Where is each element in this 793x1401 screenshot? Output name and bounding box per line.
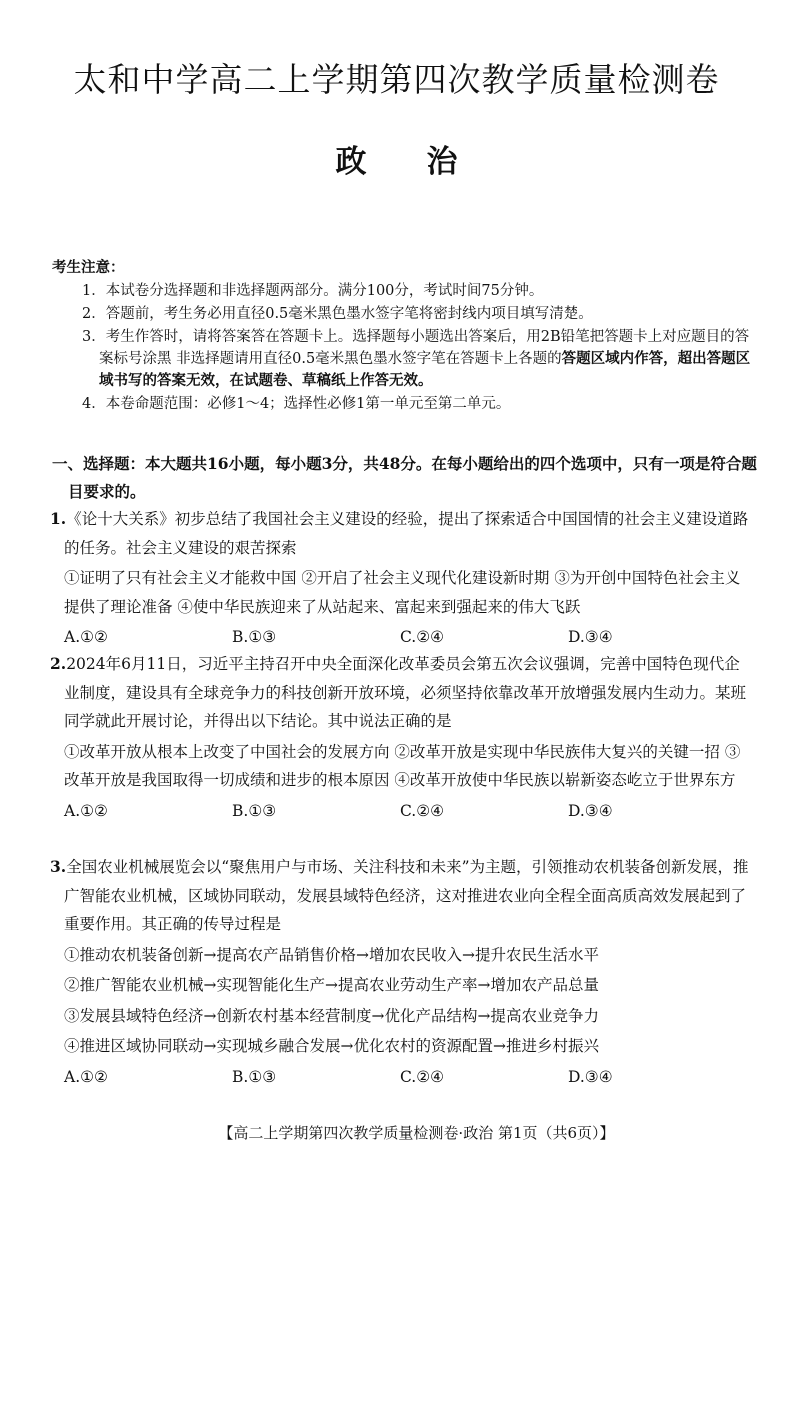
question-statements: ①改革开放从根本上改变了中国社会的发展方向 ②改革开放是实现中华民族伟大复兴的关键一招 ③改革开放是我国取得一切成绩和进步的根本原因 ④改革开放使中华民族以崭新姿态屹立于世界东方: [64, 742, 741, 789]
notice-block: [52, 257, 752, 415]
question-text: 《论十大关系》初步总结了我国社会主义建设的经验，提出了探索适合中国国情的社会主义建设道路的任务。社会主义建设的艰苦探索: [64, 510, 749, 557]
notice-item: [52, 326, 752, 392]
transmission-line: ①推动农机装备创新→提高农产品销售价格→增加农民收入→提升农民生活水平: [64, 945, 599, 964]
option-d: D.③④: [568, 801, 613, 820]
question-3: [50, 853, 750, 1091]
option-a: A.①②: [64, 801, 108, 820]
question-stem: [50, 650, 750, 736]
option-b: B.①③: [232, 628, 277, 646]
question-stem: [50, 853, 750, 939]
transmission-line: ④推进区域协同联动→实现城乡融合发展→优化农村的资源配置→推进乡村振兴: [64, 1037, 599, 1055]
notice-item: 4．本卷命题范围：必修1～4；选择性必修1第一单元至第二单元。: [82, 396, 511, 412]
option-d: D.③④: [568, 1067, 613, 1086]
option-d: D.③④: [568, 628, 613, 646]
question-options: [50, 797, 750, 826]
subject-char: 政: [335, 144, 367, 180]
notice-item: 2．答题前，考生务必用直径0.5毫米黑色墨水签字笔将密封线内项目填写清楚。: [82, 306, 593, 322]
notice-item-bold: 答题区域内作答，超出答题区域书写的答案无效，在试题卷、草稿纸上作答无效。: [99, 350, 751, 389]
exam-title: 太和中学高二上学期第四次教学质量检测卷: [73, 60, 720, 99]
question-number: 1.: [50, 509, 67, 528]
section-heading: 一、选择题：本大题共16小题，每小题3分，共48分。在每小题给出的四个选项中，只有一项是符合题目要求的。: [52, 454, 757, 501]
notice-item-text: 3．考生作答时，请将答案答在答题卡上。选择题每小题选出答案后，用2B铅笔把答题卡上对应题目的答案标号涂黑 非选择题请用直径0.5毫米黑色墨水签字笔在答题卡上各题的: [82, 329, 750, 367]
question-options: [50, 623, 750, 652]
option-b: B.①③: [232, 801, 277, 820]
question-text: 2024年6月11日，习近平主持召开中央全面深化改革委员会第五次会议强调，完善中国特色现代企业制度，建设具有全球竞争力的科技创新开放环境，必须坚持依靠改革开放增强发展内生动力。某班同学就此开展讨论，并得出以下结论。其中说法正确的是: [64, 655, 747, 730]
subject-char: 治: [426, 144, 458, 180]
question-statements: ①证明了只有社会主义才能救中国 ②开启了社会主义现代化建设新时期 ③为开创中国特色社会主义提供了理论准备 ④使中华民族迎来了从站起来、富起来到强起来的伟大飞跃: [64, 569, 741, 616]
option-c: C.②④: [400, 628, 445, 646]
question-stem: [50, 505, 750, 562]
question-options: [50, 1063, 750, 1092]
option-c: C.②④: [400, 801, 445, 820]
notice-heading: 考生注意：: [52, 259, 125, 276]
transmission-line: ③发展县域特色经济→创新农村基本经营制度→优化产品结构→提高农业竞争力: [64, 1006, 599, 1025]
option-b: B.①③: [232, 1067, 277, 1086]
question-number: 2.: [50, 654, 67, 673]
subject-title: [0, 140, 793, 184]
transmission-line: ②推广智能农业机械→实现智能化生产→提高农业劳动生产率→增加农产品总量: [64, 976, 599, 994]
question-number: 3.: [50, 857, 67, 876]
option-a: A.①②: [64, 628, 108, 646]
option-a: A.①②: [64, 1067, 108, 1086]
notice-item: 1．本试卷分选择题和非选择题两部分。满分100分，考试时间75分钟。: [82, 283, 544, 299]
question-2: [50, 650, 750, 825]
option-c: C.②④: [400, 1067, 445, 1086]
page-footer: 【高二上学期第四次教学质量检测卷·政治 第1页（共6页）】: [218, 1124, 615, 1142]
question-text: 全国农业机械展览会以“聚焦用户与市场、关注科技和未来”为主题，引领推动农机装备创新发展，推广智能农业机械，区域协同联动，发展县域特色经济，这对推进农业向全程全面高质高效发展起到了重要作用。其正确的传导过程是: [64, 858, 749, 933]
question-1: [50, 505, 750, 652]
